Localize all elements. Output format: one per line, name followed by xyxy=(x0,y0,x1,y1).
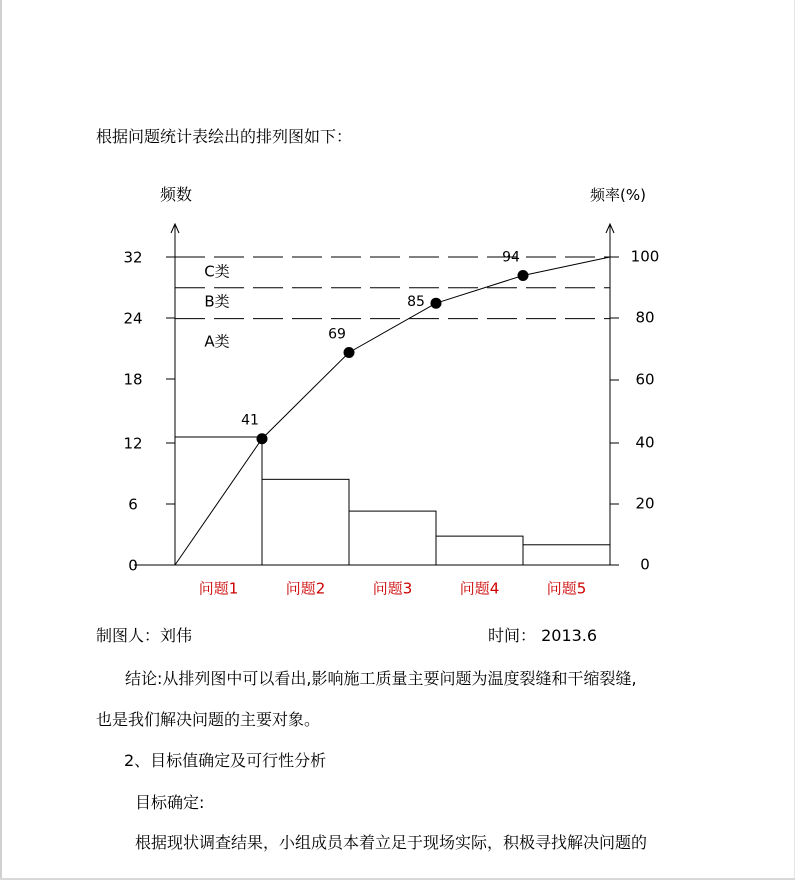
class-label: C类 xyxy=(204,262,230,281)
chart-axes xyxy=(123,185,659,575)
right-tick-label: 0 xyxy=(640,555,650,574)
right-tick-label: 100 xyxy=(630,247,660,266)
bar xyxy=(349,511,436,565)
subsection-heading: 目标确定: xyxy=(135,793,205,812)
category-label: 问题1 xyxy=(198,579,239,598)
body-paragraph: 根据现状调查结果，小组成员本着立足于现场实际，积极寻找解决问题的 xyxy=(135,833,648,852)
cumulative-line xyxy=(175,257,610,565)
intro-paragraph: 根据问题统计表绘出的排列图如下： xyxy=(96,127,353,146)
category-label: 问题5 xyxy=(546,579,587,598)
right-axis-title: 频率(%) xyxy=(590,186,646,204)
category-label: 问题4 xyxy=(459,579,500,598)
left-axis-title: 频数 xyxy=(159,185,193,204)
author-line: 制图人：刘伟 xyxy=(96,626,193,645)
left-tick-label: 12 xyxy=(123,434,143,453)
category-label: 问题2 xyxy=(285,579,326,598)
cumulative-point xyxy=(257,433,268,444)
chart-bars xyxy=(175,437,610,565)
conclusion-line-1: 结论:从排列图中可以看出,影响施工质量主要问题为温度裂缝和干缩裂缝, xyxy=(125,669,637,688)
chart-labels xyxy=(199,249,587,597)
cumulative-point xyxy=(344,347,355,358)
class-label: A类 xyxy=(204,332,230,351)
date-line: 时间： 2013.6 xyxy=(488,626,598,645)
conclusion-line-2: 也是我们解决问题的主要对象。 xyxy=(96,710,321,729)
point-label: 41 xyxy=(241,412,259,429)
left-tick-label: 24 xyxy=(123,309,143,328)
bar xyxy=(523,545,610,565)
left-tick-label: 32 xyxy=(123,248,143,267)
cumulative-point xyxy=(518,270,529,281)
cumulative-point xyxy=(431,298,442,309)
right-tick-label: 60 xyxy=(635,370,655,389)
class-label: B类 xyxy=(204,292,230,311)
cumulative-polyline xyxy=(175,257,610,565)
right-tick-label: 40 xyxy=(635,433,655,452)
bar xyxy=(436,536,523,565)
right-tick-label: 80 xyxy=(635,308,655,327)
point-label: 85 xyxy=(407,294,425,311)
left-tick-label: 0 xyxy=(128,556,138,575)
section-heading: 2、目标值确定及可行性分析 xyxy=(124,751,327,770)
left-tick-label: 18 xyxy=(123,370,143,389)
point-label: 94 xyxy=(502,249,520,266)
right-tick-label: 20 xyxy=(635,494,655,513)
left-tick-label: 6 xyxy=(128,495,138,514)
bar xyxy=(262,479,349,565)
category-label: 问题3 xyxy=(372,579,413,598)
point-label: 69 xyxy=(328,326,346,343)
